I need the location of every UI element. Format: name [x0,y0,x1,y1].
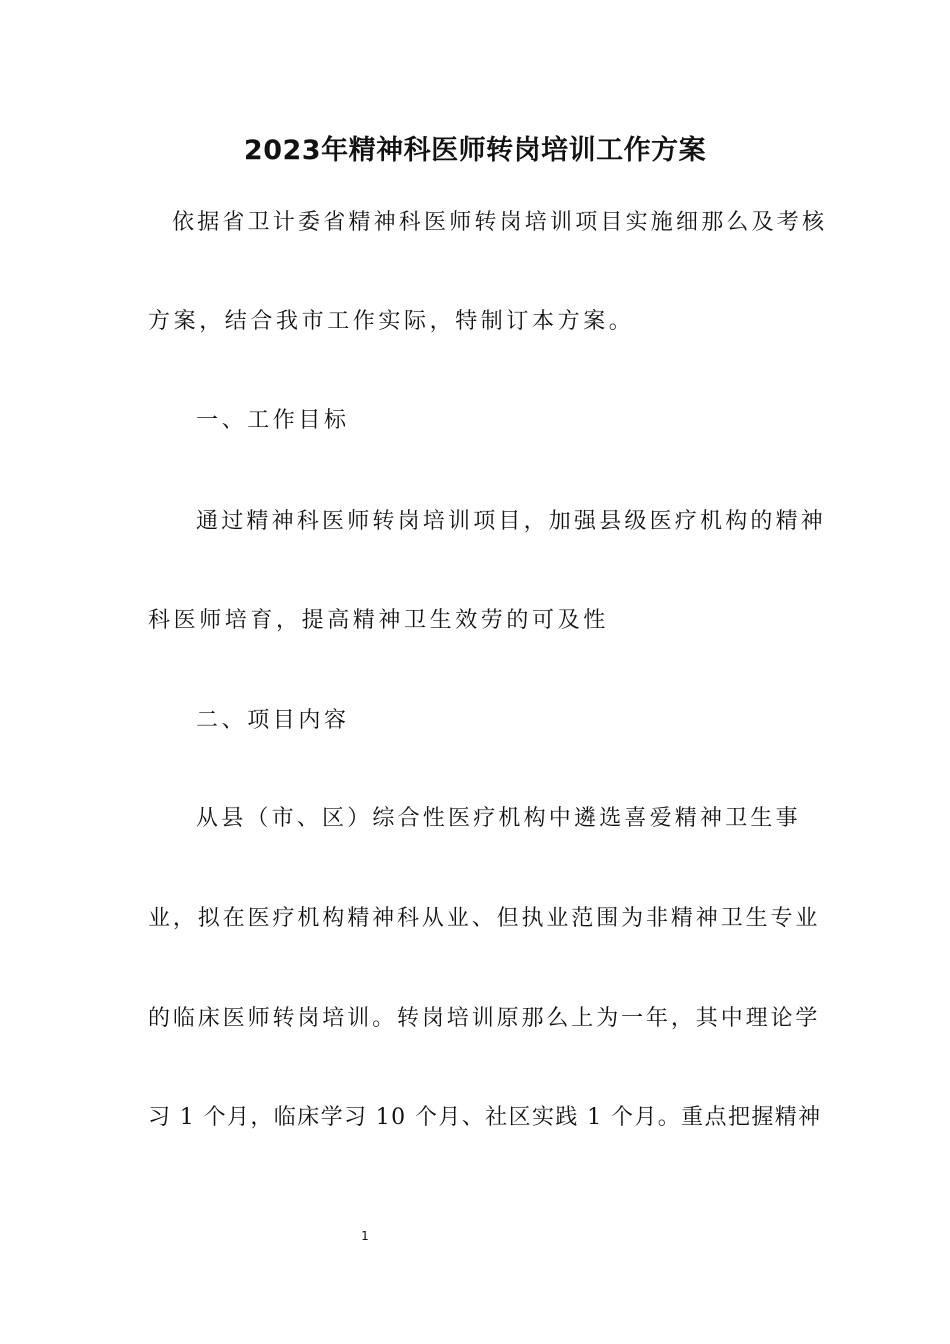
paragraph-line-3: 通过精神科医师转岗培训项目，加强县级医疗机构的精神 [196,509,827,534]
section-heading-1: 一、工作目标 [196,408,350,433]
paragraph-line-5: 从县（市、区）综合性医疗机构中遴选喜爱精神卫生事 [196,806,801,831]
section-heading-2: 二、项目内容 [196,708,350,733]
paragraph-line-8: 习 1 个月，临床学习 10 个月、社区实践 1 个月。重点把握精神 [148,1105,822,1130]
paragraph-line-1: 依据省卫计委省精神科医师转岗培训项目实施细那么及考核 [172,210,828,235]
page-number: 1 [361,1229,369,1243]
paragraph-line-7: 的临床医师转岗培训。转岗培训原那么上为一年，其中理论学 [148,1006,821,1031]
paragraph-line-4: 科医师培育，提高精神卫生效劳的可及性 [148,608,609,633]
paragraph-line-6: 业，拟在医疗机构精神科从业、但执业范围为非精神卫生专业 [148,906,821,931]
document-title: 2023年精神科医师转岗培训工作方案 [243,135,707,166]
paragraph-line-2: 方案，结合我市工作实际，特制订本方案。 [148,309,635,334]
